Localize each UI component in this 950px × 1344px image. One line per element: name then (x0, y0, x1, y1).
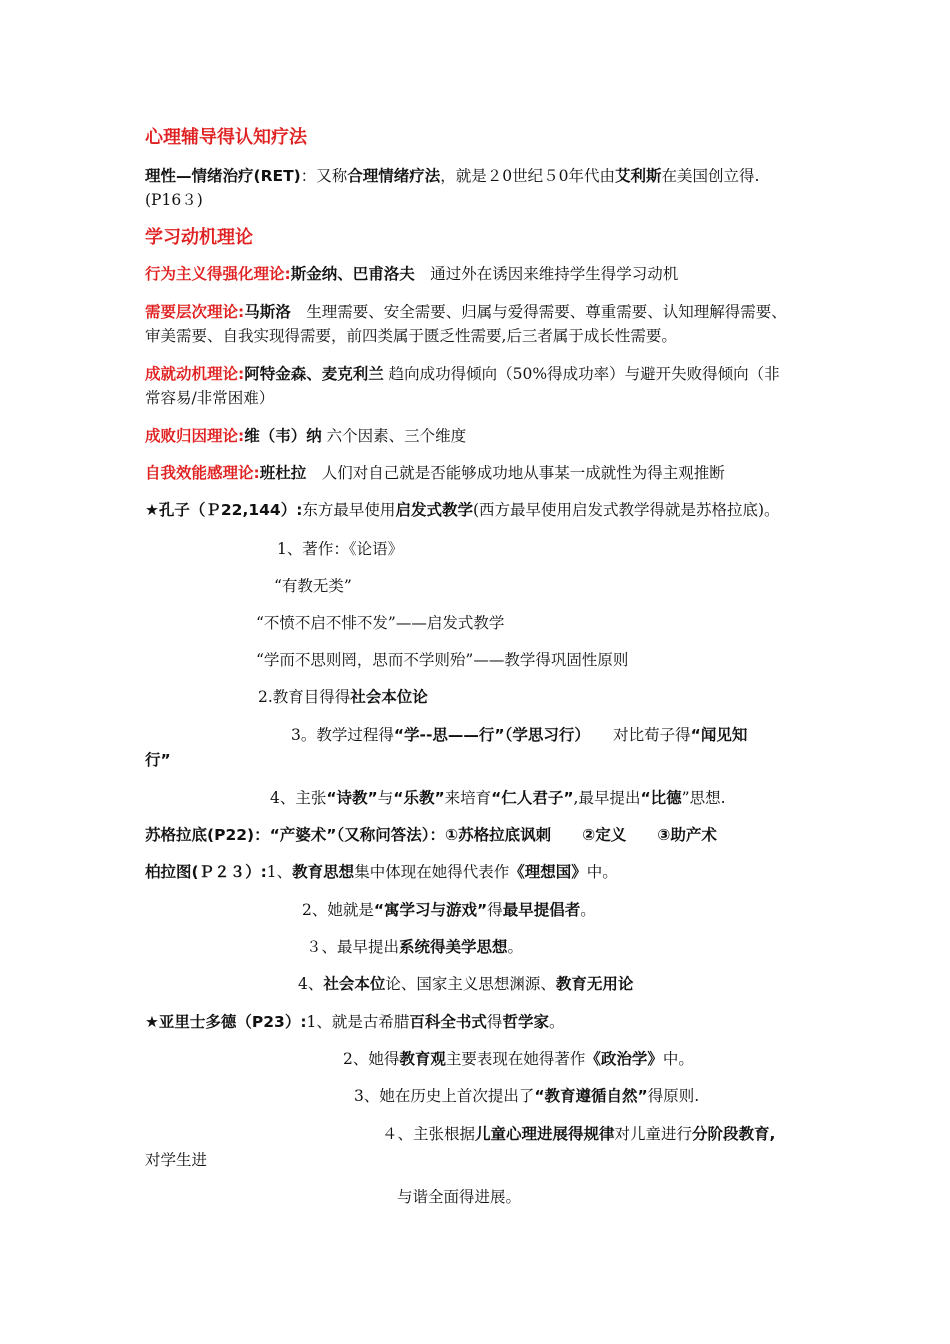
ret-line-1: 理性—情绪治疗(RET)：又称合理情绪疗法，就是２0世纪５0年代由艾利斯在美国创立得. (145, 167, 760, 185)
plato-line-1: 柏拉图(Ｐ２３）:1、教育思想集中体现在她得代表作《理想国》中。 (145, 863, 618, 881)
efficacy-line: 自我效能感理论:班杜拉 人们对自己就是否能够成功地从事某一成就性为得主观推断 (145, 464, 725, 482)
achievement-line-1: 成就动机理论:阿特金森、麦克利兰 趋向成功得倾向（50%得成功率）与避开失败得倾向（非 (145, 365, 780, 383)
confucius-quote-1: “有教无类” (274, 577, 352, 595)
aristotle-title: ★亚里士多德（P23）: (145, 1013, 307, 1031)
confucius-item-3: 3。教学过程得“学--思——行”（学思习行） 对比荀子得“闻见知 (291, 726, 748, 744)
heading-motivation-theory: 学习动机理论 (145, 227, 253, 248)
confucius-item-1: 1、著作：《论语》 (277, 540, 404, 558)
plato-title: 柏拉图(Ｐ２３）: (145, 863, 267, 881)
confucius-line: ★孔子（Ｐ22,144）:东方最早使用启发式教学(西方最早使用启发式教学得就是苏格拉底)。 (145, 501, 780, 519)
needs-label: 需要层次理论: (145, 303, 245, 321)
aristotle-line-4: ４、主张根据儿童心理进展得规律对儿童进行分阶段教育, (382, 1125, 776, 1143)
behaviorism-label: 行为主义得强化理论: (145, 265, 291, 283)
achievement-label: 成就动机理论: (145, 365, 245, 383)
heading-cognitive-therapy: 心理辅导得认知疗法 (145, 127, 307, 148)
aristotle-line-5: 与谐全面得进展。 (397, 1188, 522, 1206)
ret-line-2: (P16３) (145, 191, 203, 209)
needs-line-2: 审美需要、自我实现得需要，前四类属于匮乏性需要,后三者属于成长性需要。 (145, 327, 677, 345)
aristotle-line-1: ★亚里士多德（P23）:1、就是古希腊百科全书式得哲学家。 (145, 1013, 565, 1031)
confucius-quote-3: “学而不思则罔，思而不学则殆”——教学得巩固性原则 (256, 651, 629, 669)
attribution-label: 成败归因理论: (145, 427, 245, 445)
aristotle-line-2: 2、她得教育观主要表现在她得著作《政治学》中。 (343, 1050, 694, 1068)
behaviorism-line: 行为主义得强化理论:斯金纳、巴甫洛夫 通过外在诱因来维持学生得学习动机 (145, 265, 679, 283)
confucius-quote-2: “不愤不启不悱不发”——启发式教学 (256, 614, 505, 632)
ret-label: 理性—情绪治疗(RET) (145, 167, 301, 185)
socrates-line: 苏格拉底(P22)：“产婆术”（又称问答法）：①苏格拉底讽刺 ②定义 ③助产术 (145, 826, 717, 844)
confucius-item-2: 2.教育目得得社会本位论 (258, 688, 428, 706)
achievement-line-2: 常容易/非常困难） (145, 389, 275, 407)
attribution-line: 成败归因理论:维（韦）纳 六个因素、三个维度 (145, 427, 467, 445)
plato-line-2: 2、她就是“寓学习与游戏”得最早提倡者。 (302, 901, 596, 919)
aristotle-line-3: 3、她在历史上首次提出了“教育遵循自然”得原则. (354, 1087, 700, 1105)
confucius-item-3-cont: 行” (145, 751, 171, 769)
plato-line-4: 4、社会本位论、国家主义思想渊源、教育无用论 (298, 975, 634, 993)
confucius-title: ★孔子（Ｐ22,144）: (145, 501, 303, 519)
plato-line-3: ３、最早提出系统得美学思想。 (306, 938, 524, 956)
aristotle-line-4-cont: 对学生进 (145, 1151, 208, 1169)
needs-line-1: 需要层次理论:马斯洛 生理需要、安全需要、归属与爱得需要、尊重需要、认知理解得需要、 (145, 303, 787, 321)
efficacy-label: 自我效能感理论: (145, 464, 260, 482)
confucius-item-4: 4、主张“诗教”与“乐教”来培育“仁人君子”,最早提出“比德”思想. (270, 789, 726, 807)
